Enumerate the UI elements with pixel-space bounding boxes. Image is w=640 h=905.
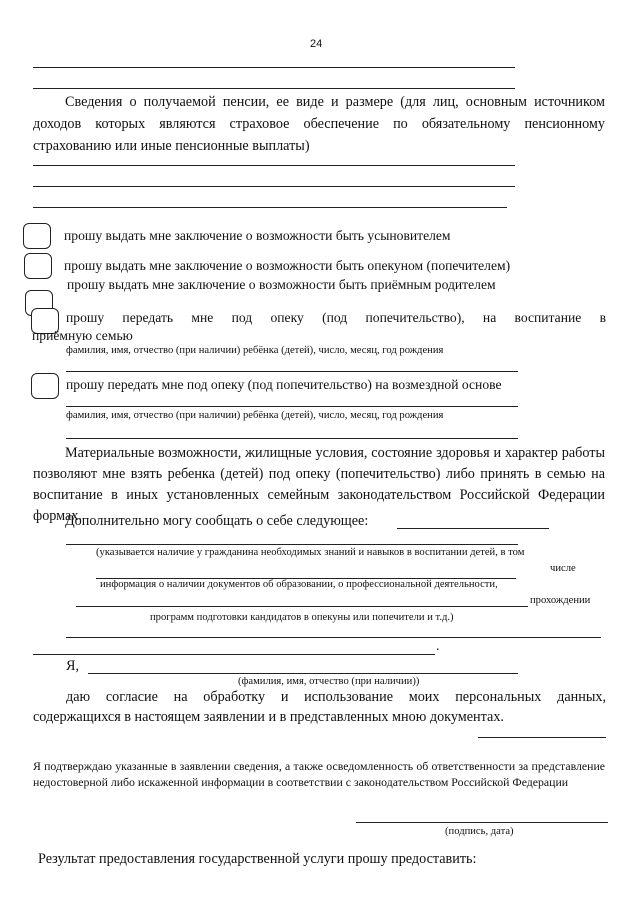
guardian-option-label: прошу выдать мне заключение о возможности быть опекуном (попечителем) [64,258,511,273]
i-label: Я, [66,658,80,674]
consent-signature-field[interactable] [478,737,606,738]
adopter-checkbox[interactable] [23,223,51,249]
blank-line[interactable] [33,186,515,187]
blank-line[interactable] [33,165,515,166]
blank-line[interactable] [66,637,601,638]
blank-line[interactable] [33,88,515,89]
child-info-line[interactable] [66,438,518,439]
transfer-paid-checkbox[interactable] [31,373,59,399]
page-number: 24 [310,38,323,50]
additional-info-field[interactable] [397,528,549,529]
result-label: Результат предоставления государственной услуги прошу предоставить: [38,851,477,867]
additional-info-hint-end: прохождении [530,595,591,606]
confirmation-paragraph: Я подтверждаю указанные в заявлении сведения, а также осведомленность об ответственности за представление недостоверной либо искаженной информации в соответствии с законодательством Российской Федерации [33,759,605,789]
full-name-field[interactable] [88,673,518,674]
transfer-family-option-label-cont: приёмную семью [32,328,133,343]
child-info-line[interactable] [66,406,518,407]
transfer-paid-option-label: прошу передать мне под опеку (под попечительство) на возмездной основе [66,377,502,392]
full-name-caption: (фамилия, имя, отчество (при наличии)) [238,676,420,687]
pension-info-paragraph: Сведения о получаемой пенсии, ее виде и размере (для лиц, основным источником доходов которых являются страховое обеспечение по обязательному пенсионному страхованию или иные пенсионные выплаты) [33,94,605,154]
guardian-checkbox[interactable] [24,253,52,279]
period: . [436,639,440,654]
child-info-caption: фамилия, имя, отчество (при наличии) ребёнка (детей), число, месяц, год рождения [66,345,444,356]
foster-parent-option-label: прошу выдать мне заключение о возможности быть приёмным родителем [67,277,496,292]
signature-date-caption: (подпись, дата) [445,826,514,837]
additional-info-hint: программ подготовки кандидатов в опекуны или попечители и т.д.) [150,612,454,623]
consent-text: даю согласие на обработку и использование моих персональных данных, [66,689,606,705]
additional-info-hint: информация о наличии документов об образовании, о профессиональной деятельности, [100,579,498,590]
additional-info-hint-end: числе [550,563,576,574]
blank-line[interactable] [33,207,507,208]
additional-info-label: Дополнительно могу сообщать о себе следующее: [65,513,369,529]
conditions-paragraph: Материальные возможности, жилищные условия, состояние здоровья и характер работы позволяют мне взять ребенка (детей) под опеку (попечительство) либо принять в семью на воспитание в иных установленных семейным законодательством Российской Федерации формах. [33,445,605,524]
adopter-option-label: прошу выдать мне заключение о возможности быть усыновителем [64,228,451,243]
blank-line[interactable] [66,544,518,545]
child-info-line[interactable] [66,371,518,372]
consent-text-cont: содержащихся в настоящем заявлении и в представленных мною документах. [33,709,504,725]
child-info-caption: фамилия, имя, отчество (при наличии) ребёнка (детей), число, месяц, год рождения [66,410,444,421]
additional-info-hint: (указывается наличие у гражданина необходимых знаний и навыков в воспитании детей, в том [96,547,525,558]
blank-line[interactable] [33,67,515,68]
blank-line[interactable] [33,654,435,655]
transfer-family-option-label: прошу передать мне под опеку (под попечительство), на воспитание в [66,310,606,325]
blank-line[interactable] [76,606,528,607]
signature-date-field[interactable] [356,822,608,823]
